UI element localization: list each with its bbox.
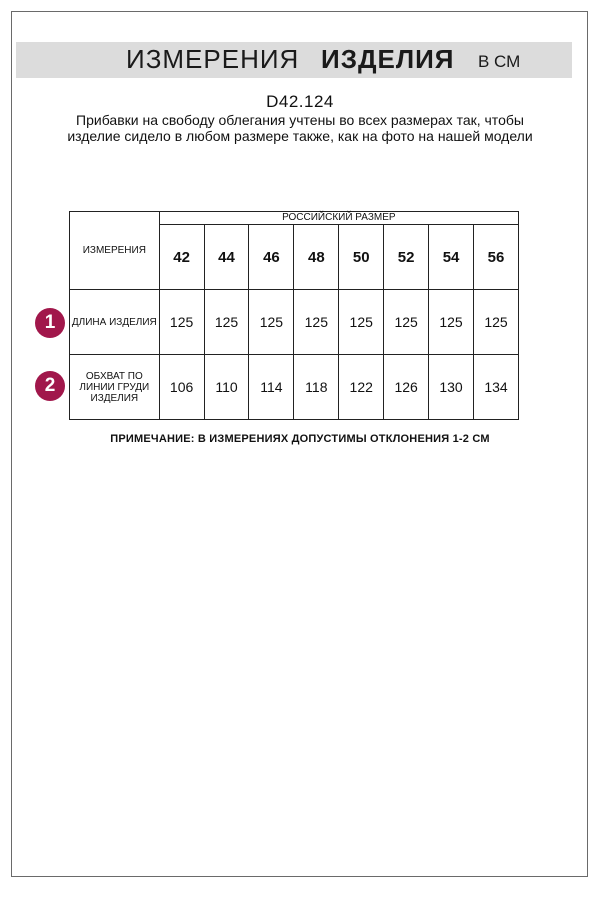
size-cell: 48: [294, 225, 339, 290]
table-row-chest: [70, 355, 519, 420]
table-header-row: [70, 212, 519, 225]
row-number-badge-1: 1: [35, 308, 65, 338]
fit-description: Прибавки на свободу облегания учтены во всех размерах так, чтобы изделие сидело в любом размере также, как на фото на нашей модели: [67, 112, 533, 144]
size-system-header: РОССИЙСКИЙ РАЗМЕР: [159, 212, 518, 225]
size-cell: 56: [474, 225, 519, 290]
value-cell: 134: [474, 355, 519, 420]
value-cell: 125: [429, 290, 474, 355]
measurements-header: ИЗМЕРЕНИЯ: [70, 212, 160, 290]
value-cell: 114: [249, 355, 294, 420]
value-cell: 125: [159, 290, 204, 355]
value-cell: 130: [429, 355, 474, 420]
table-row-length: [70, 290, 519, 355]
size-cell: 44: [204, 225, 249, 290]
value-cell: 122: [339, 355, 384, 420]
value-cell: 110: [204, 355, 249, 420]
tolerance-note: ПРИМЕЧАНИЕ: В ИЗМЕРЕНИЯХ ДОПУСТИМЫ ОТКЛОНЕНИЯ 1-2 СМ: [110, 433, 490, 445]
value-cell: 125: [294, 290, 339, 355]
value-cell: 125: [384, 290, 429, 355]
value-cell: 118: [294, 355, 339, 420]
value-cell: 106: [159, 355, 204, 420]
value-cell: 125: [339, 290, 384, 355]
title-measurements: ИЗМЕРЕНИЯ: [126, 44, 300, 74]
row-label-chest: ОБХВАТ ПО ЛИНИИ ГРУДИ ИЗДЕЛИЯ: [70, 355, 160, 420]
product-code: D42.124: [266, 92, 334, 111]
size-cell: 52: [384, 225, 429, 290]
title-product: ИЗДЕЛИЯ: [321, 44, 455, 74]
size-cell: 42: [159, 225, 204, 290]
size-cell: 46: [249, 225, 294, 290]
size-cell: 54: [429, 225, 474, 290]
value-cell: 126: [384, 355, 429, 420]
size-table: [69, 211, 519, 420]
value-cell: 125: [474, 290, 519, 355]
value-cell: 125: [204, 290, 249, 355]
row-number-badge-2: 2: [35, 371, 65, 401]
value-cell: 125: [249, 290, 294, 355]
title-unit: В СМ: [478, 52, 521, 71]
title-banner: [16, 42, 572, 78]
size-cell: 50: [339, 225, 384, 290]
row-label-length: ДЛИНА ИЗДЕЛИЯ: [70, 290, 160, 355]
